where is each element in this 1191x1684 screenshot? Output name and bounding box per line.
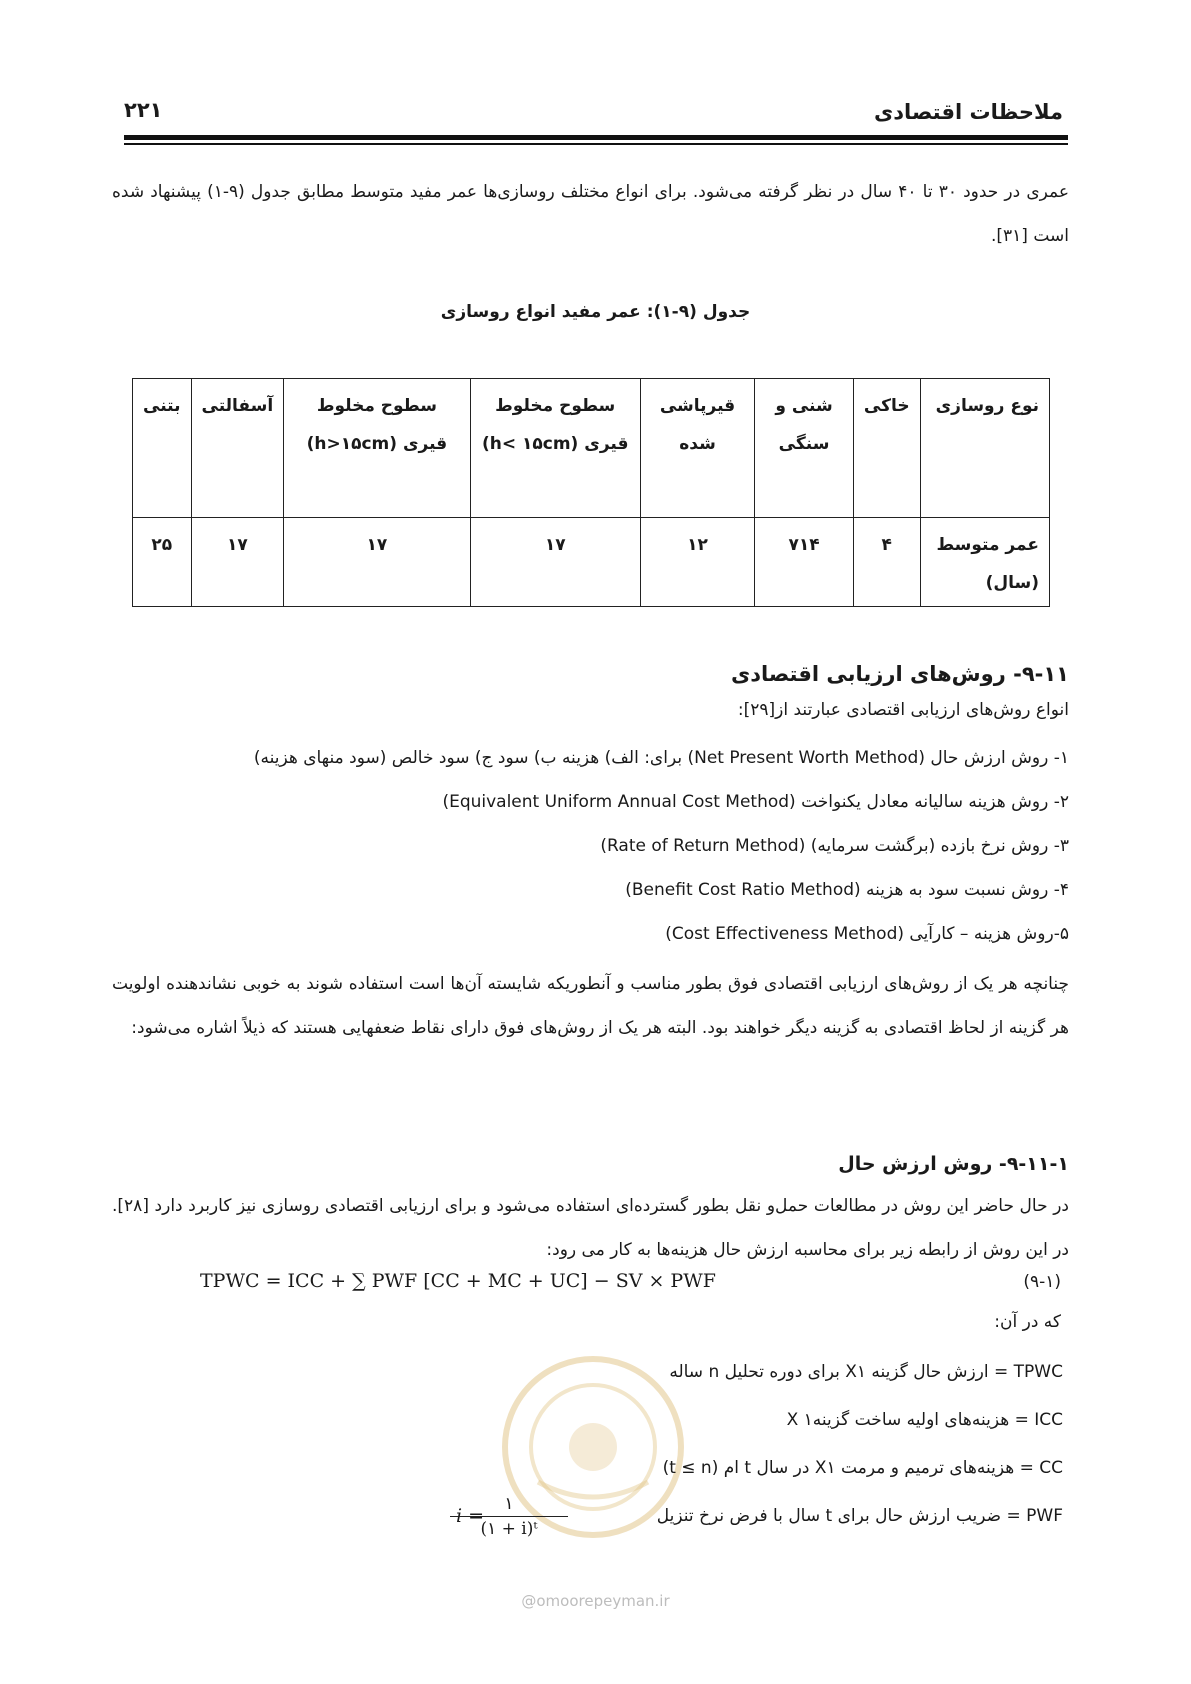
section-intro: انواع روش‌های ارزیابی اقتصادی عبارتند از[۲۹]: xyxy=(737,700,1069,720)
table-header-cell: سطوح مخلوط قیری (h>۱۵cm) xyxy=(284,379,470,518)
pwf-numerator: ۱ xyxy=(450,1494,568,1517)
definitions-intro: که در آن: xyxy=(994,1312,1061,1332)
pwf-fraction xyxy=(450,1494,568,1539)
discount-rate-variable: i = xyxy=(456,1505,485,1527)
table-row xyxy=(133,518,1050,607)
definition-item: ICC = هزینه‌های اولیه ساخت گزینه۱ X xyxy=(786,1410,1063,1430)
page-number: ۲۲۱ xyxy=(124,98,163,122)
table-header-cell: بتنی xyxy=(133,379,192,518)
definition-item: CC = هزینه‌های ترمیم و مرمت X۱ در سال t ام (t ≤ n) xyxy=(662,1458,1063,1478)
table-header-cell: قیرپاشی شده xyxy=(640,379,754,518)
method-list-item: ۴- روش نسبت سود به هزینه (Benefit Cost Ratio Method) xyxy=(625,880,1069,900)
table-cell: ۱۷ xyxy=(470,518,640,607)
section-paragraph: چنانچه هر یک از روش‌های ارزیابی اقتصادی فوق بطور مناسب و آنطوریکه شایسته آن‌ها است استفاده شوند به خوبی نشاندهنده اولویت هر گزینه از لحاظ اقتصادی به گزینه دیگر خواهند بود. البته هر یک از روش‌های فوق دارای نقاط ضعفهایی هستند که ذیلاً اشاره می‌شود: xyxy=(112,974,1069,1038)
equation-rhs: = ICC + ∑ PWF [CC + MC + UC] − SV × PWF xyxy=(265,1270,716,1292)
pavement-life-table xyxy=(132,378,1050,607)
table-row-label: عمر متوسط (سال) xyxy=(920,518,1049,607)
equation-lhs: TPWC xyxy=(200,1270,260,1292)
table-cell: ۱۷ xyxy=(284,518,470,607)
subsection-paragraph: در حال حاضر این روش در مطالعات حمل‌و نقل بطور گسترده‌ای استفاده می‌شود و برای ارزیابی اقتصادی روسازی نیز کاربرد دارد [۲۸]. در این روش از رابطه زیر برای محاسبه ارزش حال هزینه‌ها به کار می رود: xyxy=(112,1196,1069,1260)
table-caption: جدول (۹-۱): عمر مفید انواع روسازی xyxy=(440,302,751,322)
header-rule-thick xyxy=(124,135,1068,140)
table-header-cell: آسفالتی xyxy=(191,379,284,518)
pwf-denominator: (۱ + i)ᵗ xyxy=(480,1519,538,1539)
running-header-title: ملاحظات اقتصادی xyxy=(874,100,1063,124)
method-list-item: ۱- روش ارزش حال (Net Present Worth Method) برای: الف) هزینه ب) سود ج) سود خالص (سود منهای هزینه) xyxy=(253,748,1069,768)
method-list-item: ۲- روش هزینه سالیانه معادل یکنواخت (Equivalent Uniform Annual Cost Method) xyxy=(442,792,1069,812)
site-watermark: @omoorepeyman.ir xyxy=(521,1592,670,1610)
subsection-heading: ۹-۱۱-۱- روش ارزش حال xyxy=(838,1153,1069,1175)
table-header-row xyxy=(133,379,1050,518)
method-list-item: ۵-روش هزینه – کارآیی (Cost Effectiveness Method) xyxy=(665,924,1069,944)
equation xyxy=(200,1270,716,1292)
table-cell: ۴ xyxy=(853,518,920,607)
section-heading: ۹-۱۱- روش‌های ارزیابی اقتصادی xyxy=(730,662,1069,686)
definition-item: PWF = ضریب ارزش حال برای t سال با فرض نرخ تنزیل xyxy=(656,1506,1063,1526)
definition-item: TPWC = ارزش حال گزینه X۱ برای دوره تحلیل n ساله xyxy=(669,1362,1063,1382)
table-header-cell: خاکی xyxy=(853,379,920,518)
table-header-cell: نوع روسازی xyxy=(920,379,1049,518)
intro-paragraph: عمری در حدود ۳۰ تا ۴۰ سال در نظر گرفته می‌شود. برای انواع مختلف روسازی‌ها عمر مفید متوسط مطابق جدول (۹-۱) پیشنهاد شده است [۳۱]. xyxy=(112,182,1070,246)
header-rule-thin xyxy=(124,143,1068,145)
method-list-item: ۳- روش نرخ بازده (برگشت سرمایه) (Rate of Return Method) xyxy=(600,836,1069,856)
table-cell: ۷۱۴ xyxy=(755,518,854,607)
table-cell: ۲۵ xyxy=(133,518,192,607)
table-header-cell: شنی و سنگی xyxy=(755,379,854,518)
table-cell: ۱۲ xyxy=(640,518,754,607)
equation-number: (۹-۱) xyxy=(1023,1272,1061,1292)
table-cell: ۱۷ xyxy=(191,518,284,607)
table-header-cell: سطوح مخلوط قیری (h< ۱۵cm) xyxy=(470,379,640,518)
